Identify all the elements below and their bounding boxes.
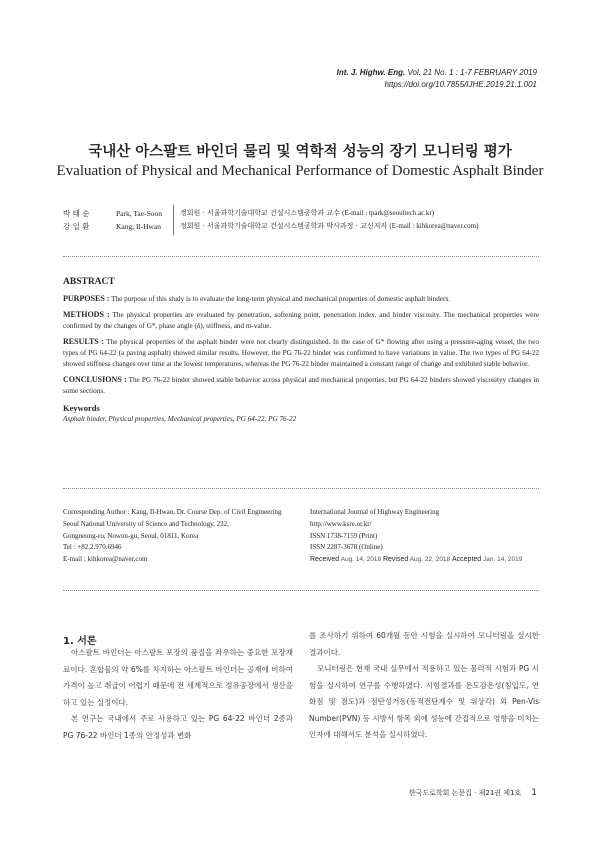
revised-label: Revised [382,556,409,564]
journal-info-line: ISSN 1738-7159 (Print) [310,531,378,540]
divider-bottom [63,590,539,591]
author-name-en: Park, Tae-Soon [116,209,162,218]
conclusions-label: CONCLUSIONS : [63,375,127,384]
journal-url[interactable]: http://www.ksre.or.kr/ [310,519,372,528]
results-label: RESULTS : [63,337,104,346]
purposes-text: The purpose of this study is to evaluate the long-term physical and mechanical properties of domestic asphalt binders. [111,295,451,303]
corr-line: Corresponding Author : Kang, Il-Hwan, Dr. Course Dep. of Civil Engineering [63,508,282,516]
body-paragraph: 아스팔트 바인더는 아스팔트 포장의 품질을 좌우하는 중요한 포장재료이다. 혼합물의 약 6%를 차지하는 아스팔트 바인더는 골재에 비하여 가격이 높고 취급이 어렵기 때문에 전 세계적으로 정유공장에서 생산을 하고 있는 실정이다. [63,648,293,707]
accepted-date: Jan. 14, 2019 [482,556,523,564]
divider-top [63,256,539,257]
corresponding-author [63,507,303,566]
page-number: 1 [531,788,537,798]
author-affiliation-text: 정회원 · 서울과학기술대학교 건설시스템공학과 박사과정 · 교신저자 [180,222,388,230]
keywords: Asphalt binder, Physical properties, Mechanical properties, PG 64-22, PG 76-22 [63,415,297,423]
abstract-results [63,336,539,370]
journal-doi[interactable]: https://doi.org/10.7855/IJHE.2019.21.1.001 [384,80,537,89]
methods-label: METHODS : [63,310,110,319]
results-text: The physical properties of the asphalt binder were not clearly distinguished. In the case of G* flowing after using a pressure-aging vessel, the two types of PG 64-22 (a paving asphalt) showed similar results. However, the PG 76-22 binder was confirmed to have variations in value. The two types of PG 64-22 showed stiffness changes over time at the lowest temperatures, whereas the PG 76-22 binder maintained a constant range of change and exhibited stable behavior. [63,338,540,368]
body-paragraph: 모니터링은 현재 국내 실무에서 적용하고 있는 물리적 시험과 PG 시험을 실시하여 연구를 수행하였다. 시험결과를 온도감온성(침입도, 연화점 및 점도)과 점탄성거동(동적전단계수 및 위상각) 외 Pen-Vis Number(PVN) 등 시방서 항목 외에 성능에 간접적으로 영향을 미치는 인자에 대해서도 분석을 실시하였다. [309,664,539,739]
divider-middle [63,488,539,489]
author-name-ko: 박 태 순 [63,209,90,218]
author-row [63,207,543,220]
author-row [63,220,543,233]
author-affiliation-text: 정회원 · 서울과학기술대학교 건설시스템공학과 교수 [180,209,340,217]
journal-info-line: ISSN 2287-3678 (Online) [310,543,383,552]
body-column-left [63,645,293,744]
conclusions-text: The PG 76-22 binder showed stable behavior across physical and mechanical properties, but PG 64-22 binders showed viscosityy changes in some sections. [63,376,540,395]
section-heading: 1. 서론 [63,636,97,647]
abstract-conclusions [63,374,539,397]
journal-info-line: International Journal of Highway Engineering [310,508,440,516]
abstract-purposes [63,293,539,305]
author-name-en: Kang, Il-Hwan [116,222,161,231]
journal-volume: Vol. 21 No. 1 : 1-7 FEBRUARY 2019 [407,68,537,77]
abstract-methods [63,309,539,332]
body-column-right [309,628,539,744]
corr-email[interactable]: E-mail : kihkorea@naver.com [63,555,148,564]
corr-line: Gongneung-ro, Nowon-gu, Seoul, 01811, Korea [63,531,199,540]
author-email[interactable]: (E-mail : tpark@seoultech.ac.kr) [342,209,435,217]
footer-journal: 한국도로학회 논문집 · 제21권 제1호 [408,789,522,797]
title-korean: 국내산 아스팔트 바인더 물리 및 역학적 성능의 장기 모니터링 평가 [88,144,512,160]
author-email[interactable]: (E-mail : kihkorea@naver.com) [389,222,479,230]
purposes-label: PURPOSES : [63,294,110,303]
page-footer [409,788,537,798]
author-affiliation [180,207,434,220]
title-english: Evaluation of Physical and Mechanical Performance of Domestic Asphalt Binder [56,163,544,179]
article-dates [310,554,540,566]
journal-name: Int. J. Highw. Eng. [336,68,406,77]
author-affiliation [180,220,478,233]
received-date: Aug. 14, 2018 [340,556,382,564]
author-list [63,207,543,233]
corr-line: Tel : +82.2.970.6946 [63,543,122,552]
revised-date: Aug. 22, 2018 [409,556,451,564]
body-paragraph: 를 조사하기 위하여 60개월 동안 시험을 실시하여 모니터링을 실시한 결과이다. [309,631,539,657]
keywords-heading: Keywords [63,403,100,413]
abstract [63,277,539,423]
abstract-heading: ABSTRACT [63,277,115,287]
journal-info [310,507,540,566]
author-name-ko: 강 일 환 [63,222,90,231]
received-label: Received [310,556,340,564]
accepted-label: Accepted [451,556,482,564]
methods-text: The physical properties are evaluated by penetration, softening point, penetration index, and binder viscosity. The mechanical properties were confirmed by the changes of G*, phase angle (δ), stiffness, and m-value. [63,311,540,330]
corr-line: Seoul National University of Science and Technology, 232, [63,519,229,528]
journal-header [337,67,537,91]
body-paragraph: 본 연구는 국내에서 주로 사용하고 있는 PG 64-22 바인더 2종과 PG 76-22 바인더 1종의 안정성과 변화 [63,714,293,740]
